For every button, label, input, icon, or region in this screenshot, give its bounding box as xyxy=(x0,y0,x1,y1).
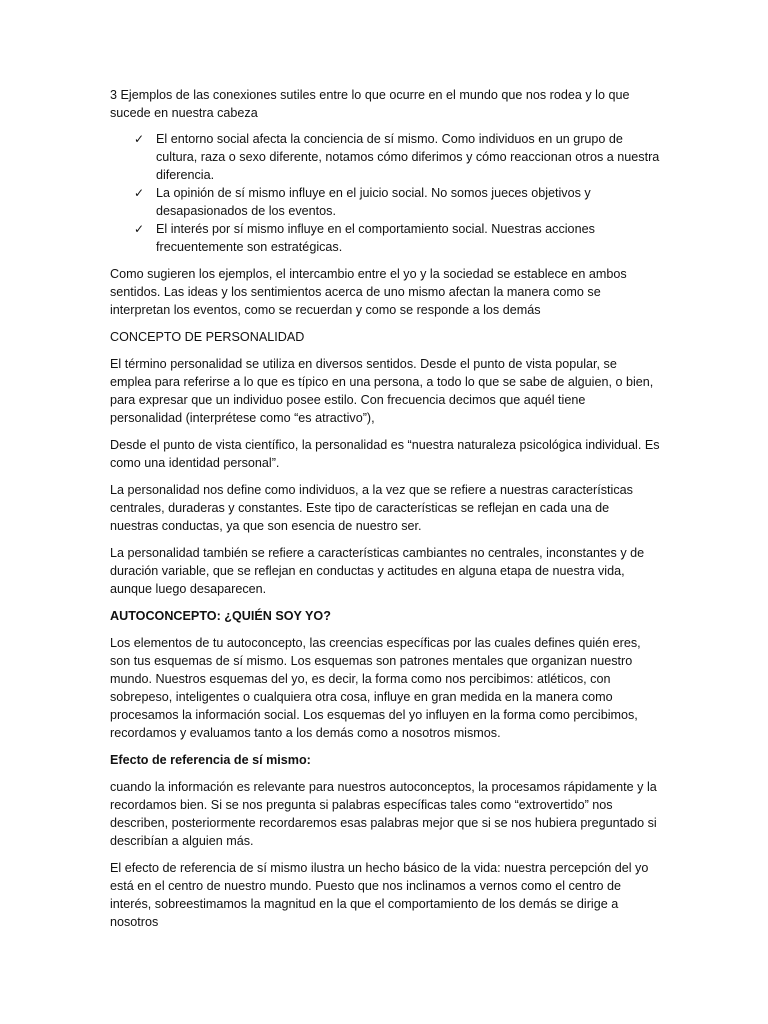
personalidad-paragraph-3: La personalidad nos define como individuos, a la vez que se refiere a nuestras características centrales, duraderas y constantes. Este tipo de características se reflejan en cada una de nuestras conductas, ya que son esencia de nuestro ser. xyxy=(110,483,633,533)
personalidad-paragraph-2: Desde el punto de vista científico, la personalidad es “nuestra naturaleza psicológica individual. Es como una identidad personal”. xyxy=(110,438,660,470)
intercambio-paragraph: Como sugieren los ejemplos, el intercambio entre el yo y la sociedad se establece en ambos sentidos. Las ideas y los sentimientos acerca de uno mismo afectan la manera como se interpretan los eventos, como se recuerdan y como se responde a los demás xyxy=(110,267,627,317)
efecto-heading: Efecto de referencia de sí mismo: xyxy=(110,753,311,767)
list-item xyxy=(110,184,660,220)
personalidad-paragraph-4: La personalidad también se refiere a características cambiantes no centrales, inconstantes y de duración variable, que se reflejan en conductas y actitudes en alguna etapa de nuestra vida, aunque luego desaparecen. xyxy=(110,546,645,596)
check-mark-icon: ✓ xyxy=(134,132,145,146)
efecto-paragraph-1: cuando la información es relevante para nuestros autoconceptos, la procesamos rápidamente y la recordamos bien. Si se nos pregunta si palabras específicas tales como “extrovertido” nos describen, posteriormente recordaremos esas palabras mejor que si se nos hubiera preguntado si describían a alguien más. xyxy=(110,780,657,848)
intro-paragraph: 3 Ejemplos de las conexiones sutiles entre lo que ocurre en el mundo que nos rodea y lo que sucede en nuestra cabeza xyxy=(110,88,630,120)
check-mark-icon: ✓ xyxy=(134,186,145,200)
autoconcepto-paragraph: Los elementos de tu autoconcepto, las creencias específicas por las cuales defines quién eres, son tus esquemas de sí mismo. Los esquemas son patrones mentales que organizan nuestro mundo. Nuestros esquemas del yo, es decir, la forma como nos percibimos: atléticos, con sobrepeso, inteligentes o cualquiera otra cosa, influye en gran medida en la manera como procesamos la información social. Los esquemas del yo influyen en la forma como percibimos, recordamos y evaluamos tanto a los demás como a nosotros mismos. xyxy=(110,636,641,740)
list-item xyxy=(110,130,660,184)
efecto-paragraph-2: El efecto de referencia de sí mismo ilustra un hecho básico de la vida: nuestra percepción del yo está en el centro de nuestro mundo. Puesto que nos inclinamos a vernos como el centro de interés, sobreestimamos la magnitud en la que el comportamiento de los demás se dirige a nosotros xyxy=(110,861,649,929)
autoconcepto-heading: AUTOCONCEPTO: ¿QUIÉN SOY YO? xyxy=(110,609,331,623)
examples-list xyxy=(110,130,660,256)
list-item xyxy=(110,220,660,256)
example-text: El entorno social afecta la conciencia de sí mismo. Como individuos en un grupo de cultura, raza o sexo diferente, notamos cómo diferimos y cómo reaccionan otros a nuestra diferencia. xyxy=(156,132,660,182)
example-text: La opinión de sí mismo influye en el juicio social. No somos jueces objetivos y desapasionados de los eventos. xyxy=(156,186,591,218)
example-text: El interés por sí mismo influye en el comportamiento social. Nuestras acciones frecuentemente son estratégicas. xyxy=(156,222,595,254)
personalidad-paragraph-1: El término personalidad se utiliza en diversos sentidos. Desde el punto de vista popular, se emplea para referirse a lo que es típico en una persona, a todo lo que se sabe de alguien, o bien, para expresar que un individuo posee estilo. Con frecuencia decimos que aquél tiene personalidad (interprétese como “es atractivo”), xyxy=(110,357,654,425)
personalidad-heading: CONCEPTO DE PERSONALIDAD xyxy=(110,330,305,344)
check-mark-icon: ✓ xyxy=(134,222,145,236)
